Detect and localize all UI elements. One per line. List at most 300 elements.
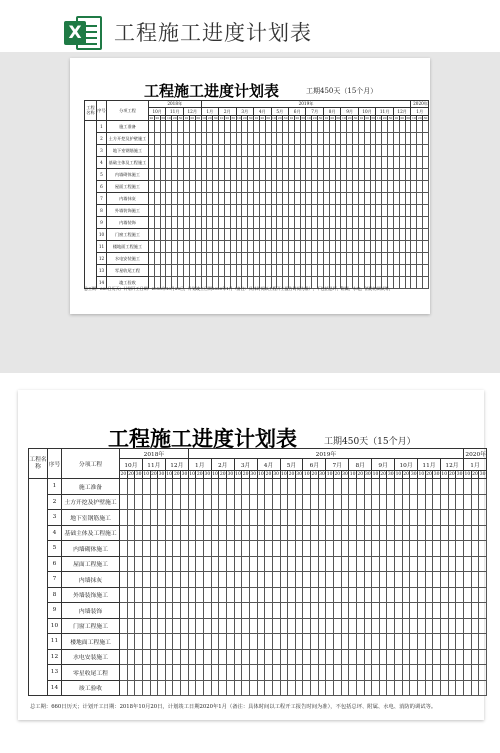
day-header: 20 — [330, 116, 335, 120]
schedule-cell — [249, 541, 257, 557]
schedule-cell — [242, 680, 250, 696]
schedule-cell — [464, 603, 472, 619]
schedule-cell — [349, 525, 357, 541]
schedule-cell — [181, 680, 189, 696]
schedule-cell — [341, 603, 349, 619]
task-name: 施工准备 — [107, 121, 149, 133]
schedule-cell — [410, 680, 418, 696]
schedule-cell — [295, 556, 303, 572]
day-header: 20 — [120, 472, 127, 477]
schedule-cell — [372, 618, 380, 634]
day-header: 30 — [371, 116, 375, 120]
schedule-cell — [120, 556, 128, 572]
row-number: 3 — [48, 510, 62, 526]
schedule-cell — [295, 618, 303, 634]
schedule-cell — [196, 556, 204, 572]
schedule-cell — [423, 145, 429, 157]
schedule-cell — [464, 634, 472, 650]
row-number: 5 — [48, 541, 62, 557]
schedule-cell — [311, 525, 319, 541]
schedule-cell — [135, 525, 143, 541]
day-header: 30 — [410, 472, 417, 477]
schedule-cell — [440, 603, 448, 619]
schedule-table — [28, 448, 487, 696]
schedule-cell — [402, 556, 410, 572]
schedule-cell — [425, 634, 433, 650]
schedule-cell — [158, 494, 166, 510]
schedule-cell — [234, 541, 242, 557]
schedule-cell — [165, 479, 173, 495]
schedule-cell — [288, 618, 296, 634]
task-name: 屋面工程施工 — [107, 181, 149, 193]
schedule-cell — [364, 479, 372, 495]
schedule-cell — [242, 603, 250, 619]
schedule-cell — [418, 541, 426, 557]
schedule-cell — [425, 665, 433, 681]
day-header: 20 — [380, 472, 387, 477]
schedule-cell — [204, 572, 212, 588]
schedule-cell — [333, 680, 341, 696]
schedule-cell — [219, 634, 227, 650]
schedule-cell — [318, 587, 326, 603]
schedule-cell — [433, 510, 441, 526]
schedule-cell — [204, 649, 212, 665]
day-header: 20 — [207, 116, 212, 120]
schedule-cell — [341, 680, 349, 696]
schedule-cell — [173, 479, 181, 495]
schedule-cell — [303, 634, 311, 650]
schedule-cell — [227, 572, 235, 588]
month-header: 1月 — [464, 459, 487, 471]
schedule-cell — [127, 494, 135, 510]
schedule-cell — [423, 121, 429, 133]
schedule-cell — [471, 618, 479, 634]
schedule-cell — [181, 510, 189, 526]
schedule-cell — [372, 603, 380, 619]
year-header: 2020年 — [464, 449, 487, 459]
day-header: 10 — [237, 116, 241, 120]
schedule-cell — [356, 525, 364, 541]
month-header: 9月 — [341, 108, 358, 116]
schedule-cell — [127, 556, 135, 572]
schedule-cell — [418, 572, 426, 588]
schedule-cell — [448, 649, 456, 665]
schedule-cell — [204, 510, 212, 526]
schedule-cell — [395, 603, 403, 619]
schedule-cell — [448, 494, 456, 510]
schedule-cell — [257, 572, 265, 588]
schedule-cell — [135, 541, 143, 557]
schedule-cell — [410, 494, 418, 510]
schedule-cell — [333, 665, 341, 681]
table-row — [29, 649, 487, 665]
day-header: 20 — [417, 116, 422, 120]
schedule-cell — [364, 634, 372, 650]
schedule-cell — [280, 618, 288, 634]
schedule-cell — [249, 665, 257, 681]
schedule-cell — [318, 649, 326, 665]
schedule-cell — [364, 665, 372, 681]
schedule-cell — [479, 556, 487, 572]
schedule-cell — [464, 556, 472, 572]
schedule-cell — [135, 649, 143, 665]
schedule-cell — [280, 680, 288, 696]
schedule-cell — [150, 556, 158, 572]
schedule-cell — [303, 541, 311, 557]
schedule-cell — [372, 680, 380, 696]
schedule-cell — [349, 618, 357, 634]
schedule-cell — [173, 541, 181, 557]
schedule-cell — [181, 541, 189, 557]
row-number: 5 — [97, 169, 107, 181]
schedule-cell — [295, 603, 303, 619]
schedule-cell — [356, 572, 364, 588]
schedule-cell — [227, 680, 235, 696]
day-header: 20 — [449, 472, 455, 477]
schedule-cell — [211, 572, 219, 588]
day-header: 20 — [242, 472, 249, 477]
schedule-cell — [295, 680, 303, 696]
schedule-cell — [440, 479, 448, 495]
table-row — [29, 494, 487, 510]
schedule-cell — [135, 494, 143, 510]
schedule-cell — [448, 556, 456, 572]
schedule-cell — [272, 525, 280, 541]
schedule-cell — [464, 494, 472, 510]
schedule-cell — [364, 603, 372, 619]
schedule-cell — [349, 572, 357, 588]
day-header: 10 — [219, 116, 224, 120]
schedule-cell — [227, 494, 235, 510]
year-header: 2018年 — [120, 449, 189, 459]
schedule-cell — [333, 649, 341, 665]
schedule-cell — [257, 618, 265, 634]
schedule-cell — [135, 479, 143, 495]
schedule-cell — [456, 494, 464, 510]
schedule-cell — [387, 680, 395, 696]
table-row — [85, 241, 429, 253]
schedule-cell — [265, 494, 273, 510]
row-number: 14 — [48, 680, 62, 696]
schedule-cell — [311, 587, 319, 603]
schedule-cell — [456, 587, 464, 603]
schedule-cell — [349, 587, 357, 603]
schedule-cell — [158, 510, 166, 526]
schedule-cell — [349, 556, 357, 572]
schedule-cell — [135, 618, 143, 634]
day-header: 30 — [336, 116, 340, 120]
table-row — [85, 133, 429, 145]
schedule-cell — [349, 680, 357, 696]
schedule-cell — [219, 479, 227, 495]
schedule-cell — [211, 665, 219, 681]
schedule-cell — [372, 525, 380, 541]
schedule-cell — [135, 572, 143, 588]
schedule-cell — [395, 556, 403, 572]
table-row — [85, 253, 429, 265]
schedule-cell — [440, 541, 448, 557]
year-header: 2019年 — [201, 101, 411, 108]
month-header: 2月 — [211, 459, 234, 471]
task-name: 土方开挖及护壁施工 — [107, 133, 149, 145]
schedule-cell — [479, 603, 487, 619]
task-name: 零星收尾工程 — [62, 665, 120, 681]
month-header: 11月 — [166, 108, 183, 116]
schedule-cell — [127, 572, 135, 588]
day-header: 20 — [260, 116, 265, 120]
schedule-cell — [456, 572, 464, 588]
schedule-cell — [440, 572, 448, 588]
schedule-cell — [142, 494, 150, 510]
schedule-cell — [318, 479, 326, 495]
schedule-cell — [479, 479, 487, 495]
task-name: 外墙装饰施工 — [62, 587, 120, 603]
schedule-cell — [204, 587, 212, 603]
schedule-cell — [165, 603, 173, 619]
schedule-cell — [280, 587, 288, 603]
day-header: 10 — [235, 472, 241, 477]
table-row — [85, 181, 429, 193]
schedule-cell — [188, 494, 196, 510]
schedule-cell — [423, 229, 429, 241]
schedule-cell — [127, 634, 135, 650]
schedule-cell — [372, 665, 380, 681]
schedule-cell — [440, 556, 448, 572]
year-header: 2019年 — [188, 449, 463, 459]
schedule-cell — [303, 587, 311, 603]
schedule-cell — [272, 572, 280, 588]
schedule-cell — [471, 649, 479, 665]
schedule-cell — [318, 556, 326, 572]
schedule-cell — [456, 665, 464, 681]
schedule-cell — [280, 649, 288, 665]
schedule-cell — [318, 634, 326, 650]
schedule-cell — [127, 649, 135, 665]
schedule-cell — [379, 618, 387, 634]
schedule-cell — [165, 665, 173, 681]
schedule-cell — [158, 541, 166, 557]
schedule-cell — [448, 510, 456, 526]
schedule-cell — [204, 541, 212, 557]
schedule-cell — [219, 618, 227, 634]
task-name: 内墙装饰 — [107, 217, 149, 229]
schedule-cell — [158, 680, 166, 696]
schedule-cell — [295, 541, 303, 557]
schedule-cell — [303, 525, 311, 541]
schedule-cell — [127, 603, 135, 619]
schedule-cell — [341, 618, 349, 634]
schedule-cell — [188, 510, 196, 526]
schedule-cell — [372, 541, 380, 557]
schedule-cell — [464, 572, 472, 588]
schedule-cell — [440, 510, 448, 526]
schedule-cell — [341, 556, 349, 572]
schedule-cell — [288, 572, 296, 588]
schedule-cell — [127, 680, 135, 696]
schedule-cell — [165, 634, 173, 650]
schedule-cell — [418, 525, 426, 541]
schedule-cell — [227, 618, 235, 634]
schedule-cell — [341, 525, 349, 541]
schedule-cell — [318, 665, 326, 681]
schedule-cell — [265, 618, 273, 634]
schedule-cell — [349, 634, 357, 650]
row-number: 13 — [48, 665, 62, 681]
schedule-cell — [471, 572, 479, 588]
schedule-cell — [395, 587, 403, 603]
schedule-cell — [127, 587, 135, 603]
schedule-cell — [425, 494, 433, 510]
schedule-cell — [196, 665, 204, 681]
schedule-cell — [356, 618, 364, 634]
schedule-cell — [135, 587, 143, 603]
schedule-cell — [280, 541, 288, 557]
schedule-cell — [265, 649, 273, 665]
day-header: 30 — [273, 472, 280, 477]
schedule-cell — [142, 618, 150, 634]
task-name: 内墙砌体施工 — [62, 541, 120, 557]
row-number: 4 — [48, 525, 62, 541]
schedule-cell — [387, 525, 395, 541]
schedule-cell — [423, 277, 429, 289]
schedule-cell — [356, 665, 364, 681]
schedule-cell — [418, 603, 426, 619]
schedule-cell — [150, 618, 158, 634]
schedule-cell — [395, 494, 403, 510]
schedule-cell — [120, 603, 128, 619]
schedule-cell — [326, 618, 334, 634]
schedule-cell — [479, 634, 487, 650]
schedule-cell — [265, 587, 273, 603]
schedule-cell — [402, 649, 410, 665]
schedule-cell — [379, 479, 387, 495]
schedule-cell — [303, 494, 311, 510]
schedule-cell — [464, 680, 472, 696]
schedule-cell — [265, 634, 273, 650]
schedule-cell — [423, 169, 429, 181]
schedule-cell — [471, 541, 479, 557]
schedule-cell — [303, 556, 311, 572]
schedule-cell — [295, 572, 303, 588]
table-row — [29, 603, 487, 619]
day-header: 20 — [128, 472, 134, 477]
schedule-cell — [173, 556, 181, 572]
schedule-cell — [249, 603, 257, 619]
schedule-cell — [410, 525, 418, 541]
schedule-title: 工程施工进度计划表 — [144, 82, 280, 100]
schedule-cell — [288, 541, 296, 557]
schedule-cell — [395, 541, 403, 557]
schedule-cell — [395, 665, 403, 681]
schedule-cell — [395, 525, 403, 541]
schedule-cell — [127, 665, 135, 681]
schedule-cell — [448, 572, 456, 588]
month-header: 1月 — [188, 459, 211, 471]
schedule-cell — [372, 556, 380, 572]
schedule-cell — [188, 587, 196, 603]
schedule-cell — [242, 572, 250, 588]
task-name: 基础主体及工程施工 — [62, 525, 120, 541]
schedule-cell — [211, 649, 219, 665]
day-header: 10 — [254, 116, 259, 120]
schedule-cell — [234, 494, 242, 510]
schedule-cell — [188, 618, 196, 634]
schedule-cell — [165, 572, 173, 588]
schedule-cell — [387, 634, 395, 650]
schedule-cell — [249, 494, 257, 510]
schedule-cell — [242, 494, 250, 510]
row-number: 6 — [48, 556, 62, 572]
schedule-cell — [142, 556, 150, 572]
schedule-cell — [318, 494, 326, 510]
schedule-cell — [423, 193, 429, 205]
schedule-cell — [150, 634, 158, 650]
day-header: 10 — [418, 472, 425, 477]
schedule-cell — [456, 556, 464, 572]
schedule-cell — [120, 634, 128, 650]
schedule-cell — [379, 587, 387, 603]
row-number: 1 — [97, 121, 107, 133]
schedule-cell — [364, 494, 372, 510]
day-header: 30 — [301, 116, 305, 120]
schedule-cell — [464, 618, 472, 634]
schedule-cell — [165, 525, 173, 541]
day-header: 30 — [406, 116, 410, 120]
schedule-cell — [181, 665, 189, 681]
day-header: 10 — [143, 472, 150, 477]
schedule-cell — [387, 479, 395, 495]
schedule-cell — [402, 680, 410, 696]
day-header: 20 — [334, 472, 341, 477]
day-header: 30 — [227, 472, 234, 477]
schedule-cell — [257, 634, 265, 650]
schedule-cell — [410, 541, 418, 557]
day-header: 30 — [387, 472, 394, 477]
schedule-cell — [196, 603, 204, 619]
schedule-cell — [479, 618, 487, 634]
schedule-cell — [272, 634, 280, 650]
day-header: 20 — [295, 116, 300, 120]
schedule-cell — [196, 618, 204, 634]
day-header: 10 — [464, 472, 471, 477]
schedule-cell — [433, 572, 441, 588]
schedule-cell — [425, 479, 433, 495]
schedule-cell — [464, 525, 472, 541]
day-header: 20 — [365, 116, 370, 120]
schedule-cell — [265, 572, 273, 588]
project-name-cell — [85, 121, 97, 289]
schedule-cell — [440, 634, 448, 650]
schedule-cell — [211, 541, 219, 557]
schedule-cell — [326, 572, 334, 588]
schedule-cell — [349, 603, 357, 619]
schedule-cell — [433, 665, 441, 681]
schedule-cell — [326, 494, 334, 510]
table-row — [85, 169, 429, 181]
schedule-cell — [242, 618, 250, 634]
month-header: 12月 — [393, 108, 411, 116]
day-header: 20 — [173, 472, 180, 477]
schedule-cell — [265, 665, 273, 681]
schedule-cell — [364, 649, 372, 665]
day-header: 10 — [306, 116, 311, 120]
schedule-cell — [387, 649, 395, 665]
schedule-cell — [479, 510, 487, 526]
month-header: 2月 — [219, 108, 236, 116]
day-header: 20 — [219, 472, 226, 477]
schedule-cell — [402, 587, 410, 603]
month-header: 7月 — [306, 108, 323, 116]
